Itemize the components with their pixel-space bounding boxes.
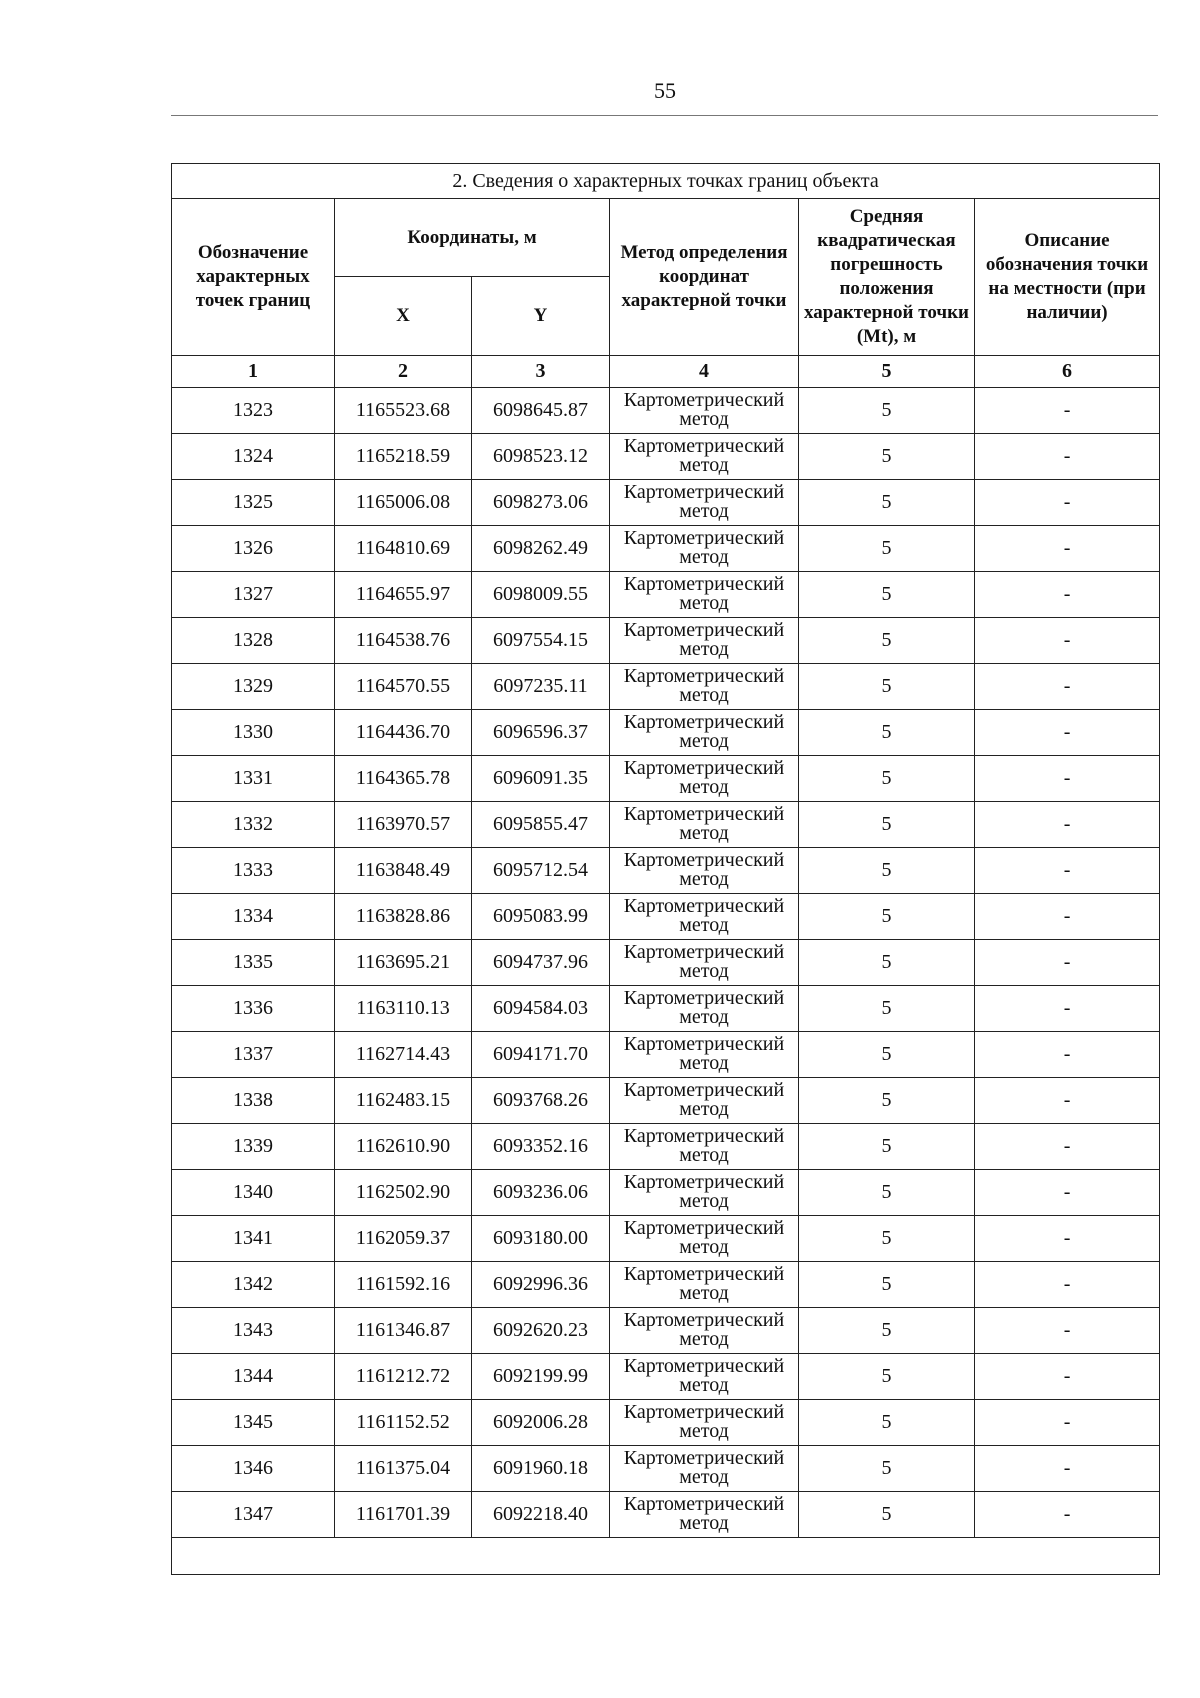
x-coordinate-cell: 1162483.15 xyxy=(335,1078,472,1124)
method-text-line: метод xyxy=(679,407,729,430)
section-title: 2. Сведения о характерных точках границ объекта xyxy=(172,164,1160,199)
description-cell: - xyxy=(975,1354,1160,1400)
method-text-line: метод xyxy=(679,775,729,798)
error-cell: 5 xyxy=(799,1124,975,1170)
error-cell: 5 xyxy=(799,940,975,986)
point-id-cell: 1345 xyxy=(172,1400,335,1446)
header-designation: Обозначение характерных точек границ xyxy=(172,199,335,356)
description-cell: - xyxy=(975,618,1160,664)
point-id-cell: 1340 xyxy=(172,1170,335,1216)
method-cell xyxy=(610,1124,799,1170)
header-description: Описание обозначения точки на местности (при наличии) xyxy=(975,199,1160,356)
page-number: 55 xyxy=(654,78,676,103)
x-coordinate-cell: 1164655.97 xyxy=(335,572,472,618)
method-text-line: Картометрический xyxy=(623,848,785,871)
point-id-cell: 1329 xyxy=(172,664,335,710)
method-text-line: метод xyxy=(679,545,729,568)
method-text-line: метод xyxy=(679,637,729,660)
header-method: Метод определения координат характерной точки xyxy=(610,199,799,356)
method-text-line: Картометрический xyxy=(623,1262,785,1285)
description-cell: - xyxy=(975,664,1160,710)
table-row xyxy=(172,1216,1160,1262)
method-text-line: Картометрический xyxy=(623,1308,785,1331)
point-id-cell: 1328 xyxy=(172,618,335,664)
point-id-cell: 1332 xyxy=(172,802,335,848)
point-id-cell: 1335 xyxy=(172,940,335,986)
x-coordinate-cell: 1161592.16 xyxy=(335,1262,472,1308)
description-cell: - xyxy=(975,848,1160,894)
table-row xyxy=(172,1262,1160,1308)
header-error: Средняя квадратическая погрешность положения характерной точки (Mt), м xyxy=(799,199,975,356)
method-text-line: метод xyxy=(679,959,729,982)
x-coordinate-cell: 1164810.69 xyxy=(335,526,472,572)
x-coordinate-cell: 1163970.57 xyxy=(335,802,472,848)
method-cell xyxy=(610,1262,799,1308)
method-cell xyxy=(610,1400,799,1446)
y-coordinate-cell: 6092218.40 xyxy=(472,1492,610,1538)
method-text-line: метод xyxy=(679,1235,729,1258)
x-coordinate-cell: 1161212.72 xyxy=(335,1354,472,1400)
method-cell xyxy=(610,1446,799,1492)
method-text-line: метод xyxy=(679,591,729,614)
description-cell: - xyxy=(975,1170,1160,1216)
method-cell xyxy=(610,1032,799,1078)
method-text-line: метод xyxy=(679,821,729,844)
method-cell xyxy=(610,940,799,986)
method-cell xyxy=(610,388,799,434)
description-cell: - xyxy=(975,1400,1160,1446)
point-id-cell: 1330 xyxy=(172,710,335,756)
column-number: 3 xyxy=(472,356,610,388)
header-y: Y xyxy=(472,277,610,356)
table-row xyxy=(172,1170,1160,1216)
table-row xyxy=(172,526,1160,572)
method-text-line: метод xyxy=(679,1419,729,1442)
x-coordinate-cell: 1162059.37 xyxy=(335,1216,472,1262)
method-text-line: Картометрический xyxy=(623,802,785,825)
method-text-line: Картометрический xyxy=(623,1078,785,1101)
description-cell: - xyxy=(975,388,1160,434)
method-cell xyxy=(610,894,799,940)
table-row xyxy=(172,1124,1160,1170)
method-text-line: Картометрический xyxy=(623,1492,785,1515)
error-cell: 5 xyxy=(799,1032,975,1078)
method-cell xyxy=(610,618,799,664)
y-coordinate-cell: 6095855.47 xyxy=(472,802,610,848)
point-id-cell: 1327 xyxy=(172,572,335,618)
y-coordinate-cell: 6094171.70 xyxy=(472,1032,610,1078)
error-cell: 5 xyxy=(799,802,975,848)
description-cell: - xyxy=(975,710,1160,756)
description-cell: - xyxy=(975,1262,1160,1308)
error-cell: 5 xyxy=(799,618,975,664)
y-coordinate-cell: 6092006.28 xyxy=(472,1400,610,1446)
error-cell: 5 xyxy=(799,756,975,802)
method-text-line: метод xyxy=(679,1143,729,1166)
error-cell: 5 xyxy=(799,388,975,434)
header-x: X xyxy=(335,277,472,356)
column-number: 1 xyxy=(172,356,335,388)
method-cell xyxy=(610,802,799,848)
method-text-line: метод xyxy=(679,1051,729,1074)
error-cell: 5 xyxy=(799,848,975,894)
x-coordinate-cell: 1165006.08 xyxy=(335,480,472,526)
method-text-line: метод xyxy=(679,1097,729,1120)
method-cell xyxy=(610,986,799,1032)
point-id-cell: 1342 xyxy=(172,1262,335,1308)
error-cell: 5 xyxy=(799,664,975,710)
method-text-line: Картометрический xyxy=(623,480,785,503)
table-row xyxy=(172,986,1160,1032)
error-cell: 5 xyxy=(799,1216,975,1262)
method-cell xyxy=(610,1308,799,1354)
table-row xyxy=(172,940,1160,986)
point-id-cell: 1338 xyxy=(172,1078,335,1124)
table-row xyxy=(172,894,1160,940)
column-number: 2 xyxy=(335,356,472,388)
method-text-line: Картометрический xyxy=(623,1354,785,1377)
method-text-line: метод xyxy=(679,1511,729,1534)
point-id-cell: 1325 xyxy=(172,480,335,526)
method-text-line: Картометрический xyxy=(623,388,785,411)
method-text-line: Картометрический xyxy=(623,1446,785,1469)
method-text-line: метод xyxy=(679,1327,729,1350)
method-text-line: метод xyxy=(679,1373,729,1396)
method-cell xyxy=(610,434,799,480)
y-coordinate-cell: 6092620.23 xyxy=(472,1308,610,1354)
x-coordinate-cell: 1163848.49 xyxy=(335,848,472,894)
description-cell: - xyxy=(975,986,1160,1032)
point-id-cell: 1346 xyxy=(172,1446,335,1492)
error-cell: 5 xyxy=(799,1354,975,1400)
table-row xyxy=(172,434,1160,480)
method-cell xyxy=(610,710,799,756)
boundary-points-table xyxy=(171,163,1160,1575)
x-coordinate-cell: 1161152.52 xyxy=(335,1400,472,1446)
y-coordinate-cell: 6091960.18 xyxy=(472,1446,610,1492)
method-cell xyxy=(610,1170,799,1216)
table-row xyxy=(172,1308,1160,1354)
description-cell: - xyxy=(975,1124,1160,1170)
point-id-cell: 1331 xyxy=(172,756,335,802)
empty-row xyxy=(172,1538,1160,1575)
x-coordinate-cell: 1161346.87 xyxy=(335,1308,472,1354)
table-row xyxy=(172,480,1160,526)
method-text-line: метод xyxy=(679,913,729,936)
point-id-cell: 1336 xyxy=(172,986,335,1032)
table-row xyxy=(172,1078,1160,1124)
x-coordinate-cell: 1161375.04 xyxy=(335,1446,472,1492)
method-cell xyxy=(610,756,799,802)
y-coordinate-cell: 6097554.15 xyxy=(472,618,610,664)
table-row xyxy=(172,848,1160,894)
x-coordinate-cell: 1164436.70 xyxy=(335,710,472,756)
x-coordinate-cell: 1165218.59 xyxy=(335,434,472,480)
table-row xyxy=(172,802,1160,848)
method-text-line: Картометрический xyxy=(623,1170,785,1193)
method-text-line: метод xyxy=(679,1005,729,1028)
method-cell xyxy=(610,572,799,618)
method-cell xyxy=(610,1492,799,1538)
header-divider xyxy=(171,115,1158,116)
y-coordinate-cell: 6092996.36 xyxy=(472,1262,610,1308)
y-coordinate-cell: 6098262.49 xyxy=(472,526,610,572)
method-cell xyxy=(610,848,799,894)
x-coordinate-cell: 1164365.78 xyxy=(335,756,472,802)
description-cell: - xyxy=(975,480,1160,526)
point-id-cell: 1347 xyxy=(172,1492,335,1538)
point-id-cell: 1324 xyxy=(172,434,335,480)
method-cell xyxy=(610,1354,799,1400)
y-coordinate-cell: 6094584.03 xyxy=(472,986,610,1032)
method-text-line: Картометрический xyxy=(623,756,785,779)
error-cell: 5 xyxy=(799,1400,975,1446)
column-number: 5 xyxy=(799,356,975,388)
error-cell: 5 xyxy=(799,572,975,618)
method-cell xyxy=(610,1216,799,1262)
method-cell xyxy=(610,664,799,710)
description-cell: - xyxy=(975,894,1160,940)
x-coordinate-cell: 1164538.76 xyxy=(335,618,472,664)
method-text-line: метод xyxy=(679,1189,729,1212)
method-text-line: Картометрический xyxy=(623,434,785,457)
x-coordinate-cell: 1163110.13 xyxy=(335,986,472,1032)
method-text-line: метод xyxy=(679,1281,729,1304)
y-coordinate-cell: 6093180.00 xyxy=(472,1216,610,1262)
method-text-line: метод xyxy=(679,1465,729,1488)
table-row xyxy=(172,1400,1160,1446)
y-coordinate-cell: 6096596.37 xyxy=(472,710,610,756)
x-coordinate-cell: 1162610.90 xyxy=(335,1124,472,1170)
point-id-cell: 1333 xyxy=(172,848,335,894)
error-cell: 5 xyxy=(799,1308,975,1354)
y-coordinate-cell: 6098523.12 xyxy=(472,434,610,480)
y-coordinate-cell: 6093236.06 xyxy=(472,1170,610,1216)
y-coordinate-cell: 6098645.87 xyxy=(472,388,610,434)
method-text-line: метод xyxy=(679,729,729,752)
table-row xyxy=(172,1354,1160,1400)
point-id-cell: 1344 xyxy=(172,1354,335,1400)
method-text-line: Картометрический xyxy=(623,710,785,733)
y-coordinate-cell: 6096091.35 xyxy=(472,756,610,802)
description-cell: - xyxy=(975,1492,1160,1538)
error-cell: 5 xyxy=(799,1170,975,1216)
description-cell: - xyxy=(975,1032,1160,1078)
point-id-cell: 1341 xyxy=(172,1216,335,1262)
error-cell: 5 xyxy=(799,1262,975,1308)
method-text-line: Картометрический xyxy=(623,1032,785,1055)
point-id-cell: 1343 xyxy=(172,1308,335,1354)
y-coordinate-cell: 6093768.26 xyxy=(472,1078,610,1124)
method-cell xyxy=(610,526,799,572)
method-text-line: Картометрический xyxy=(623,664,785,687)
y-coordinate-cell: 6093352.16 xyxy=(472,1124,610,1170)
method-text-line: Картометрический xyxy=(623,526,785,549)
error-cell: 5 xyxy=(799,526,975,572)
method-text-line: Картометрический xyxy=(623,618,785,641)
method-text-line: Картометрический xyxy=(623,894,785,917)
error-cell: 5 xyxy=(799,1446,975,1492)
description-cell: - xyxy=(975,434,1160,480)
error-cell: 5 xyxy=(799,710,975,756)
error-cell: 5 xyxy=(799,986,975,1032)
description-cell: - xyxy=(975,1308,1160,1354)
column-number: 4 xyxy=(610,356,799,388)
error-cell: 5 xyxy=(799,894,975,940)
x-coordinate-cell: 1164570.55 xyxy=(335,664,472,710)
error-cell: 5 xyxy=(799,480,975,526)
table-row xyxy=(172,1032,1160,1078)
table-row xyxy=(172,572,1160,618)
y-coordinate-cell: 6095083.99 xyxy=(472,894,610,940)
method-text-line: метод xyxy=(679,499,729,522)
table-row xyxy=(172,664,1160,710)
method-text-line: Картометрический xyxy=(623,986,785,1009)
description-cell: - xyxy=(975,756,1160,802)
x-coordinate-cell: 1165523.68 xyxy=(335,388,472,434)
description-cell: - xyxy=(975,940,1160,986)
point-id-cell: 1323 xyxy=(172,388,335,434)
y-coordinate-cell: 6092199.99 xyxy=(472,1354,610,1400)
description-cell: - xyxy=(975,1078,1160,1124)
point-id-cell: 1339 xyxy=(172,1124,335,1170)
header-coordinates: Координаты, м xyxy=(335,199,610,277)
table-row xyxy=(172,388,1160,434)
description-cell: - xyxy=(975,1216,1160,1262)
y-coordinate-cell: 6097235.11 xyxy=(472,664,610,710)
description-cell: - xyxy=(975,526,1160,572)
x-coordinate-cell: 1162502.90 xyxy=(335,1170,472,1216)
error-cell: 5 xyxy=(799,434,975,480)
y-coordinate-cell: 6095712.54 xyxy=(472,848,610,894)
description-cell: - xyxy=(975,572,1160,618)
method-text-line: Картометрический xyxy=(623,940,785,963)
y-coordinate-cell: 6098273.06 xyxy=(472,480,610,526)
method-text-line: Картометрический xyxy=(623,572,785,595)
table-row xyxy=(172,756,1160,802)
y-coordinate-cell: 6098009.55 xyxy=(472,572,610,618)
description-cell: - xyxy=(975,802,1160,848)
x-coordinate-cell: 1163695.21 xyxy=(335,940,472,986)
method-text-line: метод xyxy=(679,683,729,706)
error-cell: 5 xyxy=(799,1492,975,1538)
description-cell: - xyxy=(975,1446,1160,1492)
table-row xyxy=(172,1446,1160,1492)
table-row xyxy=(172,710,1160,756)
x-coordinate-cell: 1162714.43 xyxy=(335,1032,472,1078)
method-text-line: Картометрический xyxy=(623,1400,785,1423)
method-cell xyxy=(610,480,799,526)
point-id-cell: 1334 xyxy=(172,894,335,940)
method-cell xyxy=(610,1078,799,1124)
table-row xyxy=(172,618,1160,664)
method-text-line: Картометрический xyxy=(623,1216,785,1239)
point-id-cell: 1326 xyxy=(172,526,335,572)
y-coordinate-cell: 6094737.96 xyxy=(472,940,610,986)
error-cell: 5 xyxy=(799,1078,975,1124)
column-number: 6 xyxy=(975,356,1160,388)
method-text-line: метод xyxy=(679,453,729,476)
method-text-line: Картометрический xyxy=(623,1124,785,1147)
table-row xyxy=(172,1492,1160,1538)
x-coordinate-cell: 1161701.39 xyxy=(335,1492,472,1538)
x-coordinate-cell: 1163828.86 xyxy=(335,894,472,940)
empty-cell xyxy=(172,1538,1160,1575)
point-id-cell: 1337 xyxy=(172,1032,335,1078)
method-text-line: метод xyxy=(679,867,729,890)
